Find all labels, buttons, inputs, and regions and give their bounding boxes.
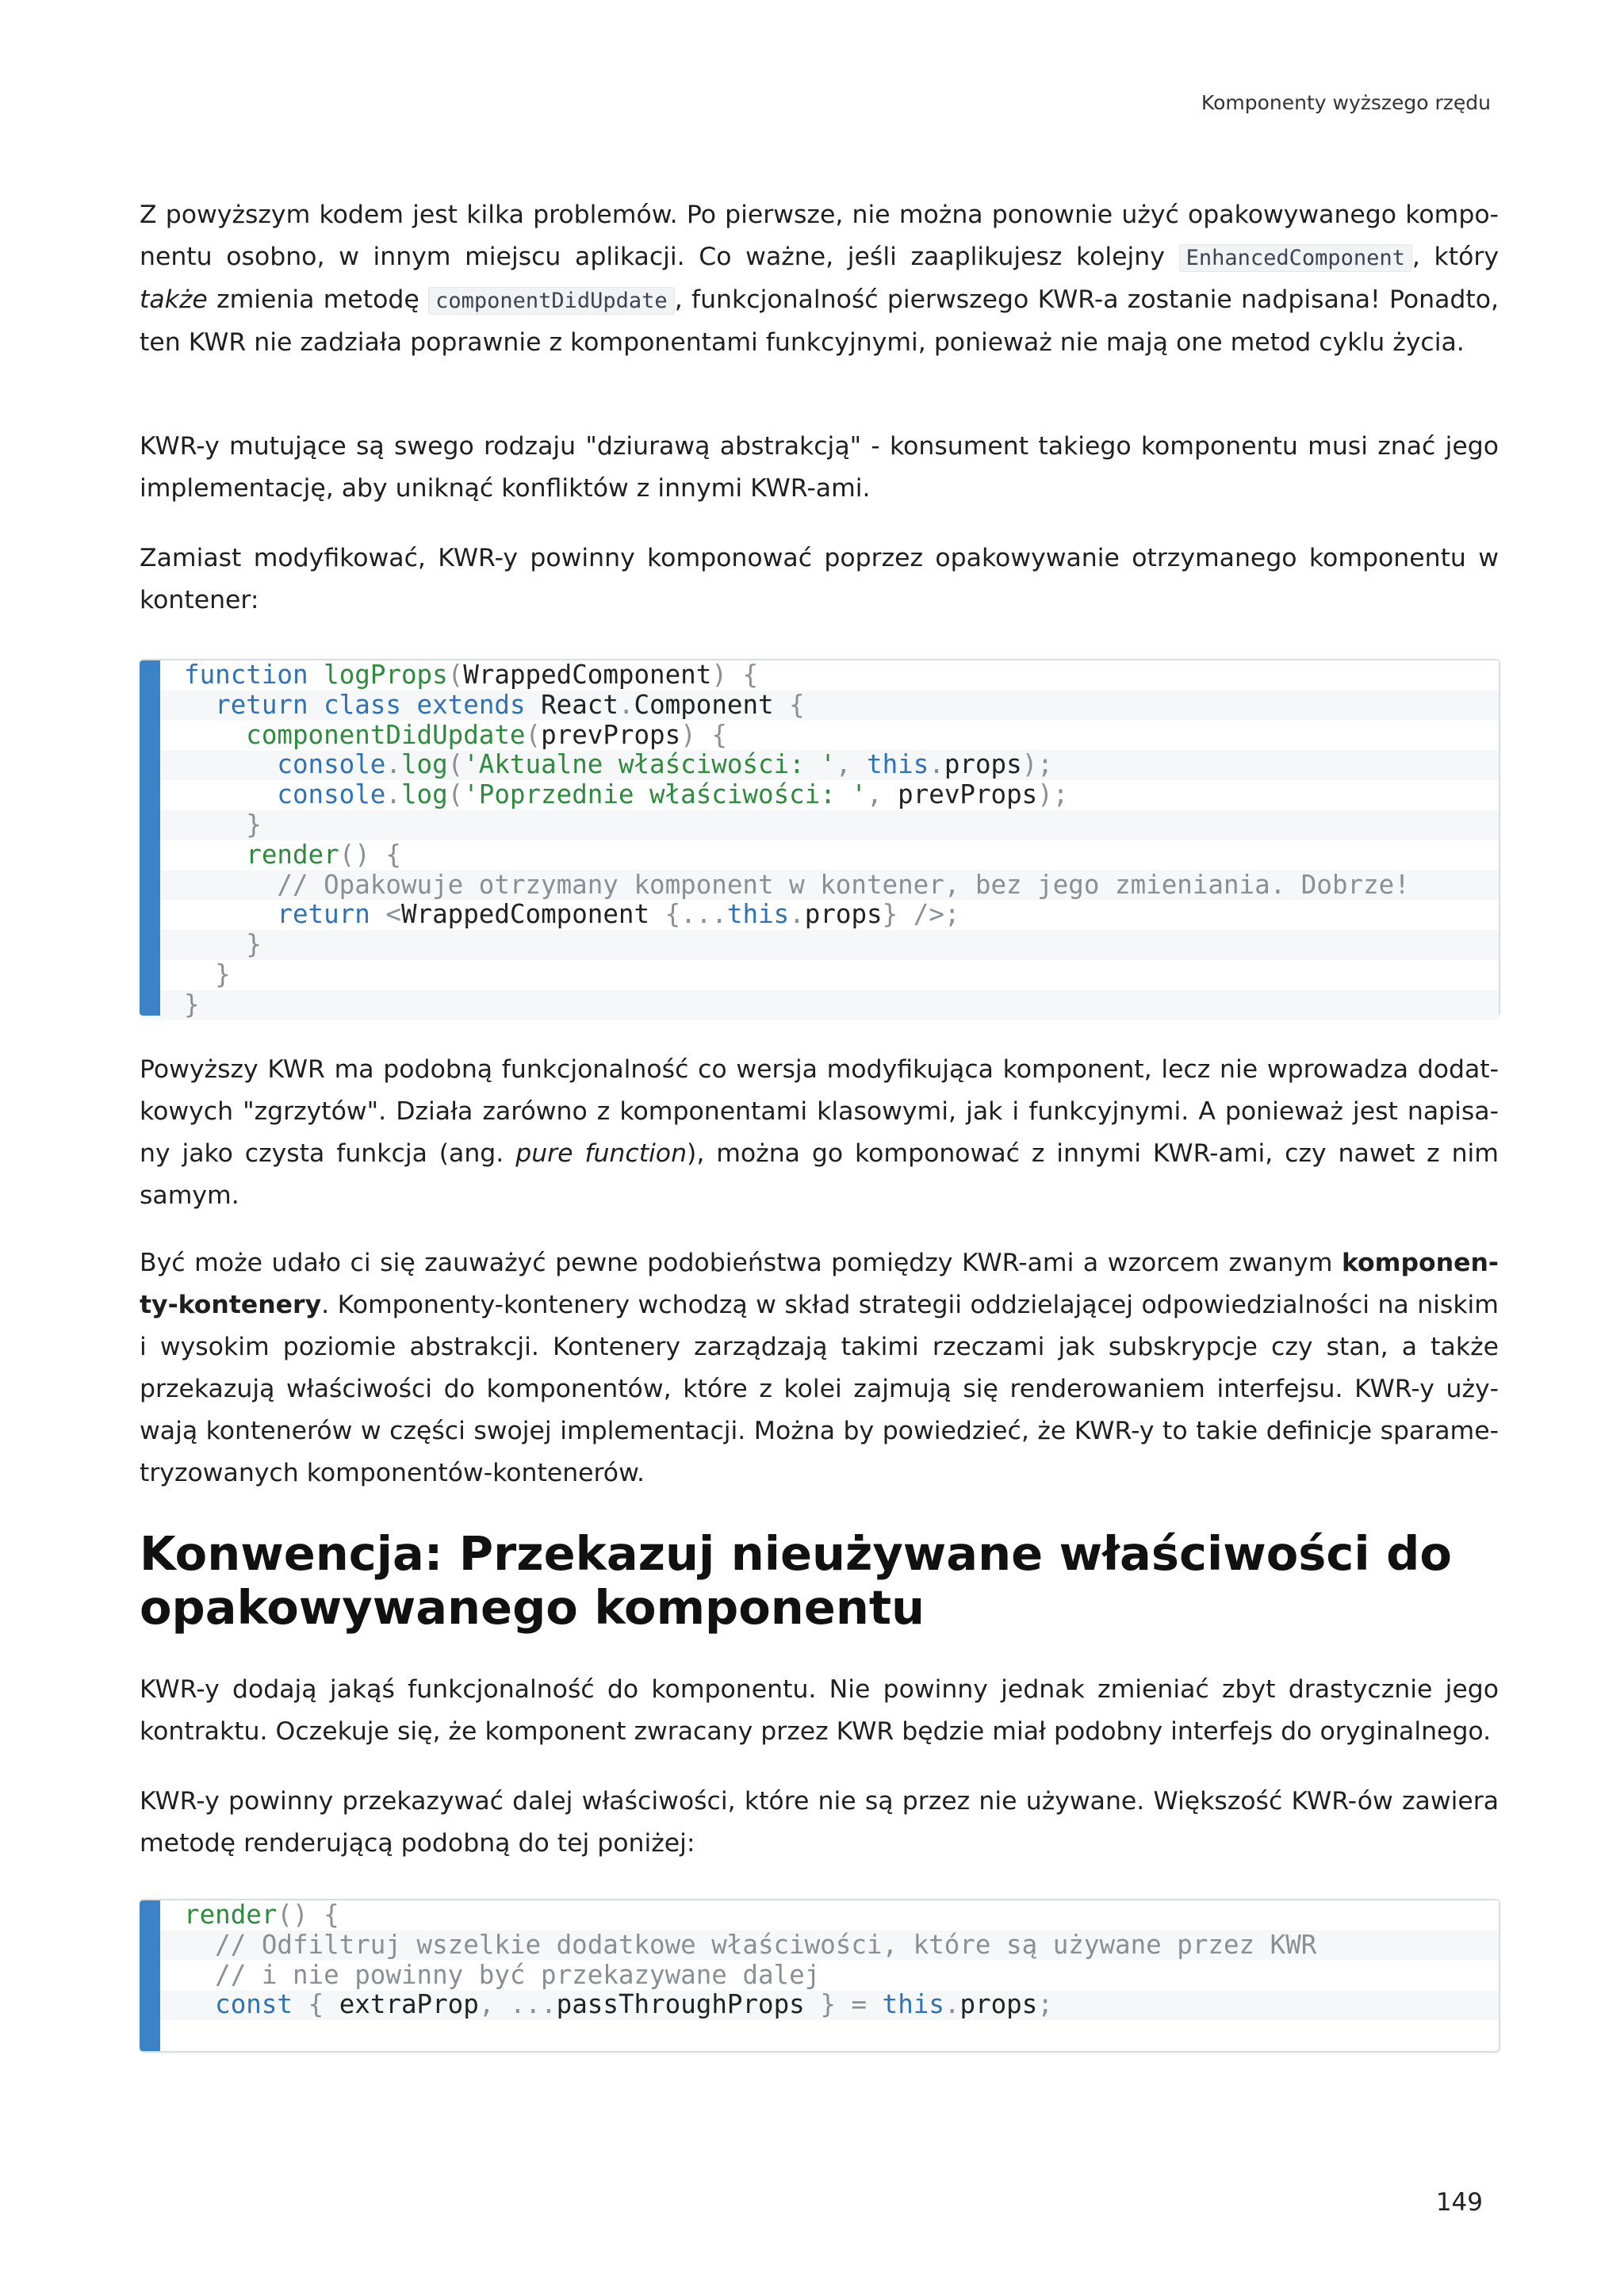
paragraph-contract: KWR-y dodają jakąś funkcjonalność do komponentu. Nie powinny jednak zmieniać zbyt drastycznie jego kontraktu. Oczekuje się, że komponent zwracany przez KWR będzie miał podobny interfejs do oryginalnego. [140, 1675, 1499, 1746]
code-block-log-props [140, 659, 1500, 1020]
code-line: componentDidUpdate(prevProps) { [246, 719, 727, 750]
code-line: const { extraProp, ...passThroughProps } = this.props; [215, 1989, 1053, 2020]
paragraph-leaky-abstraction: KWR-y mutujące są swego rodzaju "dziurawą abstrakcją" - konsument takiego komponentu musi znać jego implementację, aby uniknąć konfliktów z innymi KWR-ami. [140, 432, 1499, 503]
code-line: function logProps(WrappedComponent) { [184, 660, 759, 690]
inline-code-component-did-update: componentDidUpdate [428, 287, 675, 315]
code-line: } [215, 959, 231, 989]
code-listing [140, 1900, 1499, 2020]
paragraph-compose-instead: Zamiast modyfikować, KWR-y powinny komponować poprzez opakowywanie otrzymanego komponentu w kontener: [140, 544, 1499, 614]
inline-code-enhanced-component: EnhancedComponent [1179, 244, 1412, 272]
paragraph-pass-props: KWR-y powinny przekazywać dalej właściwości, które nie są przez nie używane. Większość KWR-ów zawiera metodę renderującą podobną do tej poniżej: [140, 1787, 1499, 1858]
section-heading [140, 1527, 1499, 1635]
code-line: console.log('Aktualne właściwości: ', this.props); [277, 749, 1053, 780]
section-title: Konwencja: Przekazuj nieużywane właściwości do opakowywanego komponentu [140, 1526, 1452, 1635]
code-accent-bar [140, 660, 160, 1016]
code-line: console.log('Poprzednie właściwości: ', prevProps); [277, 779, 1069, 810]
code-line: } [184, 989, 200, 1020]
code-line: render() { [184, 1900, 339, 1930]
code-line: // i nie powinny być przekazywane dalej [215, 1959, 821, 1990]
code-line: } [246, 809, 262, 840]
running-header: Komponenty wyższego rzędu [1201, 91, 1491, 114]
paragraph-container-components: Być może udało ci się zauważyć pewne podobieństwa pomiędzy KWR-ami a wzorcem zwanym komponenty-kontenery. Komponenty-kontenery wchodzą w skład strategii oddzielającej odpowiedzialności na niskim i wysokim poziomie abstrakcji. Kontenery zarządzają takimi rzeczami jak subskrypcje czy stan, a także przekazują właściwości do komponentów, które z kolei zajmują się renderowaniem interfejsu. KWR-y używają kontenerów w części swojej implementacji. Można by powiedzieć, że KWR-y to takie definicje sparametryzowanych komponentów-kontenerów. [140, 1249, 1499, 1487]
paragraph-pure-function: Powyższy KWR ma podobną funkcjonalność co wersja modyfikująca komponent, lecz nie wprowadza dodatkowych "zgrzytów". Działa zarówno z komponentami klasowymi, jak i funkcyjnymi. A ponieważ jest napisany jako czysta funkcja (ang. pure function), można go komponować z innymi KWR-ami, czy nawet z nim samym. [140, 1055, 1499, 1210]
code-listing [140, 660, 1499, 1020]
code-accent-bar [140, 1900, 160, 2051]
code-line: return class extends React.Component { [215, 689, 805, 720]
code-line: // Odfiltruj wszelkie dodatkowe właściwości, które są używane przez KWR [215, 1929, 1317, 1960]
code-line: // Opakowuje otrzymany komponent w kontener, bez jego zmieniania. Dobrze! [277, 869, 1410, 900]
code-line: return <WrappedComponent {...this.props} />; [277, 899, 960, 930]
page-number: 149 [1435, 2188, 1483, 2217]
code-line: render() { [246, 839, 401, 870]
code-line: } [246, 929, 262, 960]
paragraph-problems: Z powyższym kodem jest kilka problemów. Po pierwsze, nie można ponownie użyć opakowywanego komponentu osobno, w innym miejscu aplikacji. Co ważne, jeśli zaaplikujesz kolejny EnhancedComponent , który także zmienia metodę componentDidUpdate , funkcjonalność pierwszego KWR-a zostanie nadpisana! Ponadto, ten KWR nie zadziała poprawnie z komponentami funkcyjnymi, ponieważ nie mają one metod cyklu życia. [140, 201, 1500, 357]
code-block-render [140, 1899, 1500, 2053]
